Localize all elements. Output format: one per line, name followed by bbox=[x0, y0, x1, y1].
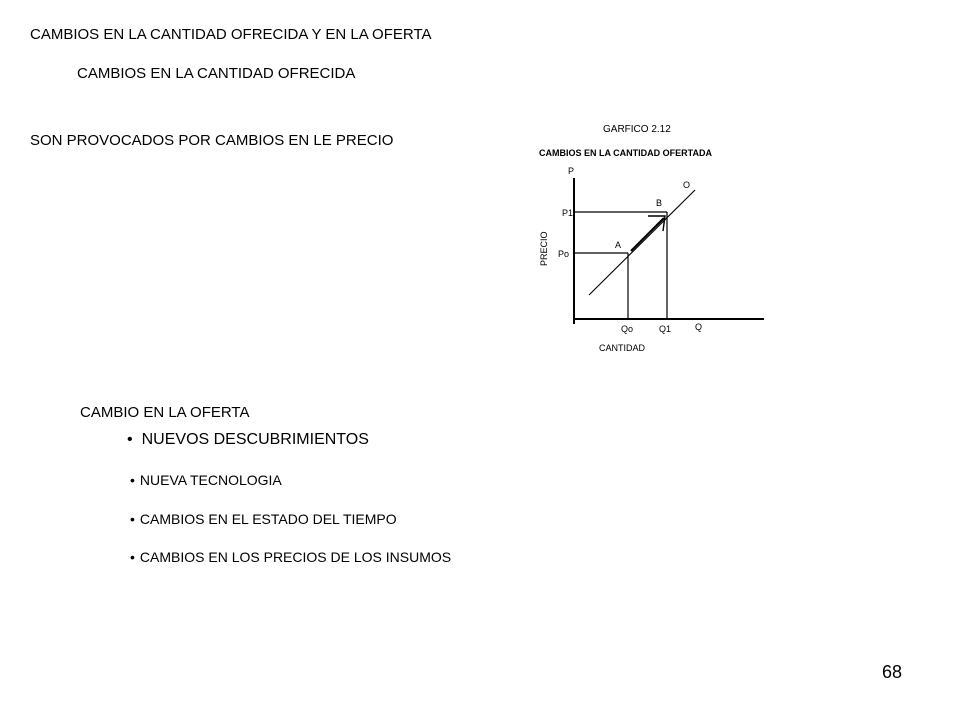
bullet-text: NUEVOS DESCUBRIMIENTOS bbox=[141, 431, 369, 448]
q-axis-label: Q bbox=[695, 322, 703, 332]
bullet-item-4 bbox=[130, 550, 451, 564]
bullet-dot: • bbox=[130, 549, 135, 565]
q1-label: Q1 bbox=[659, 324, 672, 334]
bullet-dot: • bbox=[130, 511, 135, 527]
p1-label: P1 bbox=[562, 208, 574, 218]
bullet-text: NUEVA TECNOLOGIA bbox=[139, 472, 282, 488]
bullet-item-2 bbox=[130, 473, 282, 487]
movement-arrow bbox=[631, 218, 664, 251]
slide-title: CAMBIOS EN LA CANTIDAD OFRECIDA Y EN LA OFERTA bbox=[30, 26, 432, 43]
p0-label: Po bbox=[558, 249, 570, 259]
bullet-dot: • bbox=[130, 472, 135, 488]
curve-label: O bbox=[683, 180, 691, 190]
slide-subtitle: CAMBIOS EN LA CANTIDAD OFRECIDA bbox=[77, 65, 356, 82]
point-b-label: B bbox=[656, 198, 663, 208]
graph-label: GARFICO 2.12 bbox=[603, 124, 671, 135]
point-a-label: A bbox=[615, 240, 622, 250]
bullet-item-3 bbox=[130, 512, 397, 526]
q0-label: Qo bbox=[621, 324, 634, 334]
bullet-text: CAMBIOS EN EL ESTADO DEL TIEMPO bbox=[139, 511, 397, 527]
p-axis-label: P bbox=[568, 166, 575, 176]
bullet-text: CAMBIOS EN LOS PRECIOS DE LOS INSUMOS bbox=[139, 549, 452, 565]
bullet-dot: • bbox=[127, 431, 133, 448]
cause-text: SON PROVOCADOS POR CAMBIOS EN LE PRECIO bbox=[30, 132, 394, 149]
supply-graph bbox=[520, 112, 780, 357]
page-number: 68 bbox=[881, 662, 902, 682]
bullet-item-1 bbox=[127, 432, 369, 448]
section2-title: CAMBIO EN LA OFERTA bbox=[80, 404, 250, 421]
x-axis-title: CANTIDAD bbox=[599, 343, 646, 353]
graph-title: CAMBIOS EN LA CANTIDAD OFERTADA bbox=[539, 148, 712, 158]
supply-curve bbox=[589, 190, 695, 295]
y-axis-title: PRECIO bbox=[539, 231, 549, 266]
